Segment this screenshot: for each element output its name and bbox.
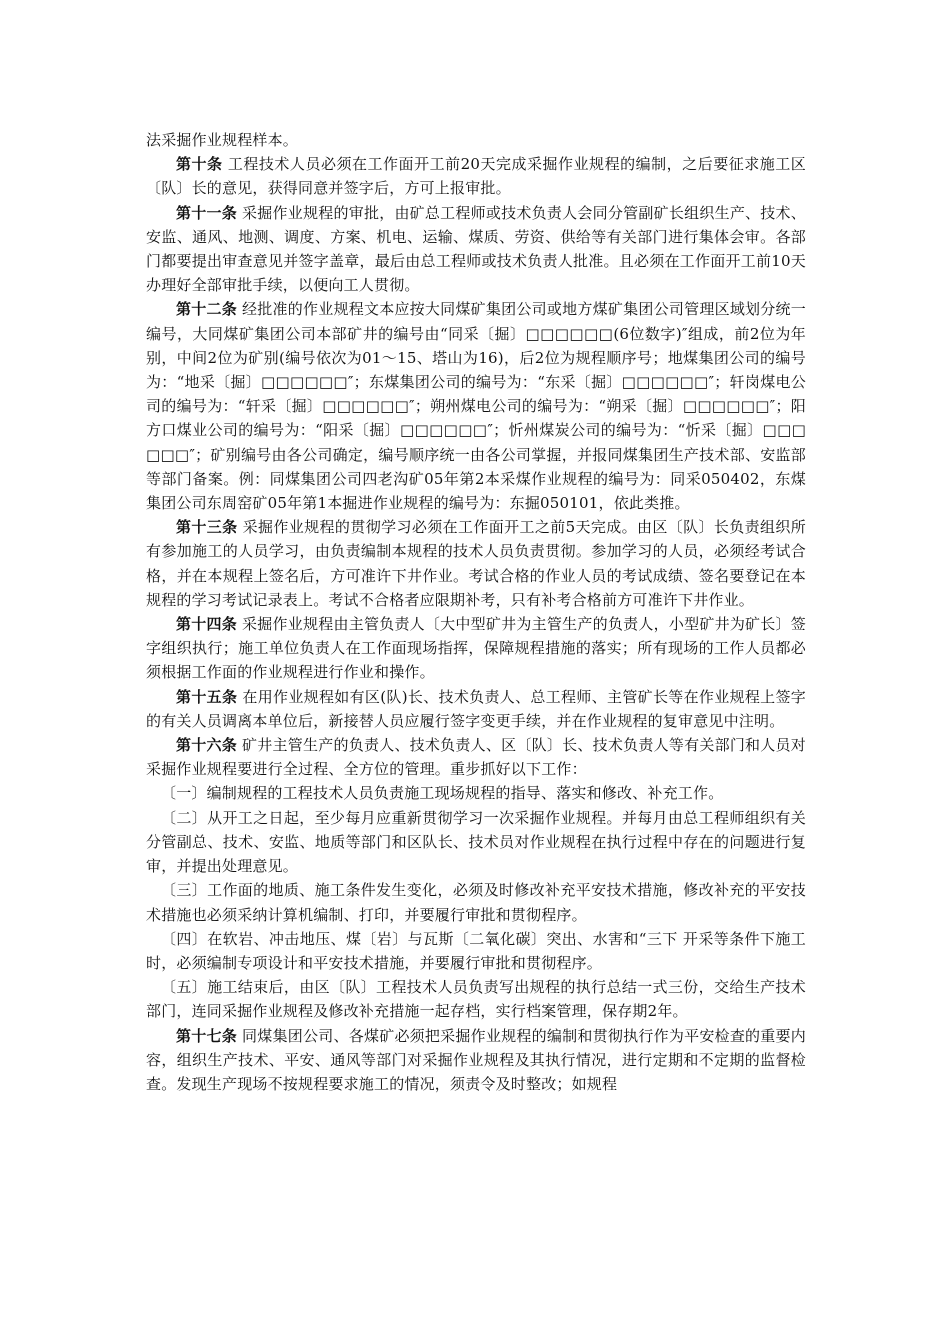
sub-item-3 bbox=[146, 878, 806, 926]
article-text: 经批准的作业规程文本应按大同煤矿集团公司或地方煤矿集团公司管理区域划分统一编号，大同煤矿集团公司本部矿井的编号由“同采〔掘〕□□□□□□(6位数字)″组成，前2位为年别，中间2位为矿别(编号依次为01～15、塔山为16)，后2位为规程顺序号；地煤集团公司的编号为：“地采〔掘〕□□□□□□″；东煤集团公司的编号为：“东采〔掘〕□□□□□□″；轩岗煤电公司的编号为：“轩采〔掘〕□□□□□□″；朔州煤电公司的编号为：“朔采〔掘〕□□□□□□″；阳方口煤业公司的编号为：“阳采〔掘〕□□□□□□″；忻州煤炭公司的编号为：“忻采〔掘〕□□□□□□″；矿别编号由各公司确定，编号顺序统一由各公司掌握，并报同煤集团生产技术部、安监部等部门备案。例：同煤集团公司四老沟矿05年第2本采煤作业规程的编号为：同采050402，东煤集团公司东周窑矿05年第1本掘进作业规程的编号为：东掘050101，依此类推。 bbox=[146, 300, 806, 513]
paragraph-text: 法采掘作业规程样本。 bbox=[146, 131, 299, 149]
article-text: 矿井主管生产的负责人、技术负责人、区〔队〕长、技术负责人等有关部门和人员对采掘作业规程要进行全过程、全方位的管理。重步抓好以下工作： bbox=[146, 736, 806, 779]
sub-item-text: 〔二〕从开工之日起，至少每月应重新贯彻学习一次采掘作业规程。并每月由总工程师组织有关分管副总、技术、安监、地质等部门和区队长、技术员对作业规程在执行过程中存在的问题进行复审，并提出处理意见。 bbox=[146, 808, 806, 876]
article-14 bbox=[146, 612, 806, 685]
sub-item-2 bbox=[146, 806, 806, 879]
sub-item-4 bbox=[146, 927, 806, 975]
article-label: 第十五条 bbox=[176, 687, 238, 706]
sub-item-text: 〔三〕工作面的地质、施工条件发生变化，必须及时修改补充平安技术措施，修改补充的平安技术措施也必须采纳计算机编制、打印，并要履行审批和贯彻程序。 bbox=[146, 881, 806, 924]
article-16 bbox=[146, 733, 806, 781]
article-text: 采掘作业规程的审批，由矿总工程师或技术负责人会同分管副矿长组织生产、技术、安监、通风、地测、调度、方案、机电、运输、煤质、劳资、供给等有关部门进行集体会审。各部门都要提出审查意见并签字盖章，最后由总工程师或技术负责人批准。且必须在工作面开工前10天办理好全部审批手续，以便向工人贯彻。 bbox=[146, 203, 806, 295]
article-label: 第十四条 bbox=[176, 615, 237, 634]
sub-item-text: 〔一〕编制规程的工程技术人员负责施工现场规程的指导、落实和修改、补充工作。 bbox=[161, 784, 724, 803]
article-text: 在用作业规程如有区(队)长、技术负责人、总工程师、主管矿长等在作业规程上签字的有关人员调离本单位后，新接替人员应履行签字变更手续，并在作业规程的复审意见中注明。 bbox=[146, 687, 807, 730]
article-text: 采掘作业规程的贯彻学习必须在工作面开工之前5天完成。由区〔队〕长负责组织所有参加施工的人员学习，由负责编制本规程的技术人员负责贯彻。参加学习的人员，必须经考试合格，并在本规程上签名后，方可准许下井作业。考试合格的作业人员的考试成绩、签名要登记在本规程的学习考试记录表上。考试不合格者应限期补考，只有补考合格前方可准许下井作业。 bbox=[146, 518, 806, 609]
article-label: 第十条 bbox=[176, 155, 223, 174]
paragraph-continuation bbox=[146, 128, 806, 152]
article-11 bbox=[146, 201, 806, 298]
document-page bbox=[146, 128, 806, 1096]
article-text: 采掘作业规程由主管负责人〔大中型矿井为主管生产的负责人，小型矿井为矿长〕签字组织执行；施工单位负责人在工作面现场指挥，保障规程措施的落实；所有现场的工作人员都必须根据工作面的作业规程进行作业和操作。 bbox=[146, 615, 806, 682]
article-text: 同煤集团公司、各煤矿必须把采掘作业规程的编制和贯彻执行作为平安检查的重要内容，组织生产技术、平安、通风等部门对采掘作业规程及其执行情况，进行定期和不定期的监督检查。发现生产现场不按规程要求施工的情况，须责令及时整改；如规程 bbox=[146, 1026, 806, 1093]
article-label: 第十三条 bbox=[176, 518, 238, 537]
article-10 bbox=[146, 152, 806, 200]
sub-item-5 bbox=[146, 975, 806, 1023]
article-12 bbox=[146, 297, 806, 515]
article-15 bbox=[146, 685, 806, 733]
article-label: 第十六条 bbox=[176, 736, 237, 755]
article-17 bbox=[146, 1024, 806, 1097]
article-13 bbox=[146, 515, 806, 612]
sub-item-text: 〔五〕施工结束后，由区〔队〕工程技术人员负责写出规程的执行总结一式三份，交给生产技术部门，连同采掘作业规程及修改补充措施一起存档，实行档案管理，保存期2年。 bbox=[146, 978, 806, 1021]
article-label: 第十二条 bbox=[176, 300, 237, 319]
article-label: 第十一条 bbox=[176, 203, 237, 222]
article-label: 第十七条 bbox=[176, 1026, 237, 1045]
article-text: 工程技术人员必须在工作面开工前20天完成采掘作业规程的编制，之后要征求施工区〔队〕长的意见，获得同意并签字后，方可上报审批。 bbox=[146, 155, 806, 198]
sub-item-text: 〔四〕在软岩、冲击地压、煤〔岩〕与瓦斯〔二氧化碳〕突出、水害和“三下 开采等条件下施工时，必须编制专项设计和平安技术措施，并要履行审批和贯彻程序。 bbox=[146, 929, 806, 972]
sub-item-1 bbox=[146, 781, 806, 805]
